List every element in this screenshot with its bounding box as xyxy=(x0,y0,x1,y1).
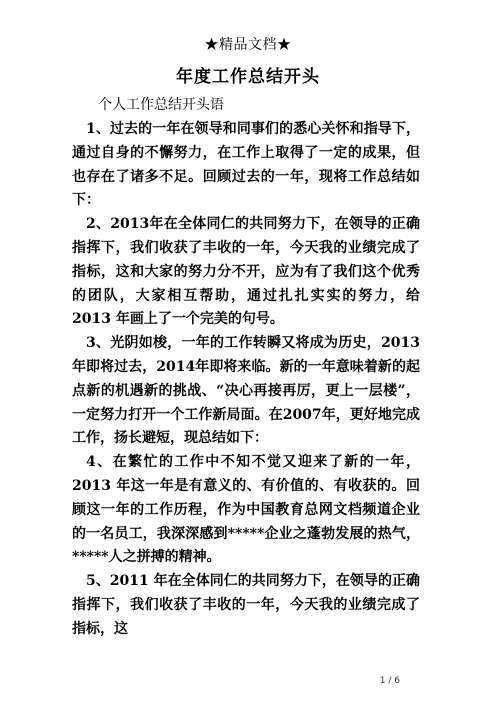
document-body xyxy=(72,118,420,642)
document-subtitle: 个人工作总结开头语 xyxy=(98,97,224,113)
paragraph-2: 2、2013年在全体同仁的共同努力下，在领导的正确指挥下，我们收获了丰收的一年，今天我的业绩完成了指标，这和大家的努力分不开，应为有了我们这个优秀的团队，大家相互帮助，通过扎扎实实的努力，给 2013 年画上了一个完美的句号。 xyxy=(72,216,420,328)
document-title: 年度工作总结开头 xyxy=(176,67,320,87)
paragraph-1: 1、过去的一年在领导和同事们的悉心关怀和指导下，通过自身的不懈努力，在工作上取得了一定的成果，但也存在了诸多不足。回顾过去的一年，现将工作总结如下： xyxy=(72,121,420,209)
page-header-mark: ★精品文档★ xyxy=(204,37,292,53)
paragraph-4: 4、在繁忙的工作中不知不觉又迎来了新的一年，2013 年这一年是有意义的、有价值的、有收获的。回顾这一年的工作历程，作为中国教育总网文档频道企业的一名员工，我深深感到*****企业之蓬勃发展的热气，*****人之拼搏的精神。 xyxy=(72,454,420,566)
page-number: 1 / 6 xyxy=(379,676,400,686)
paragraph-3: 3、光阴如梭，一年的工作转瞬又将成为历史，2013 年即将过去，2014年即将来临。新的一年意味着新的起点新的机遇新的挑战、“决心再接再厉，更上一层楼”，一定努力打开一个工作新局面。在2007年，更好地完成工作，扬长避短，现总结如下： xyxy=(72,335,420,447)
paragraph-5: 5、2011 年在全体同仁的共同努力下，在领导的正确指挥下，我们收获了丰收的一年，今天我的业绩完成了指标，这 xyxy=(72,573,420,637)
